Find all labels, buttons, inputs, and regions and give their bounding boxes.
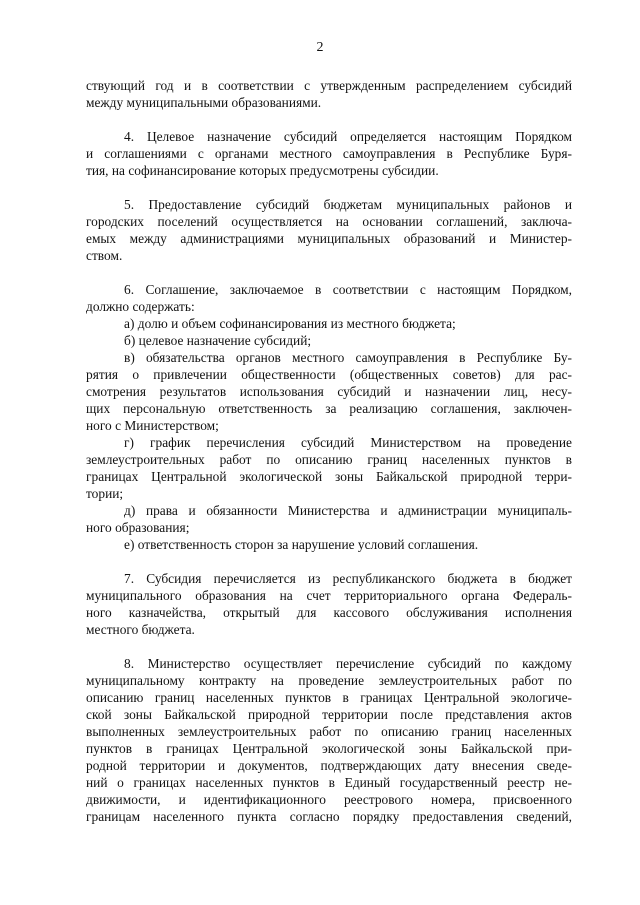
text-line: 4. Целевое назначение субсидий определяется настоящим Порядком (124, 129, 572, 144)
paragraph-continuation (86, 77, 572, 111)
document-body (86, 77, 572, 825)
text-line: тия, на софинансирование которых предусмотрены субсидии. (86, 163, 439, 178)
text-line: 5. Предоставление субсидий бюджетам муниципальных районов и (124, 197, 572, 212)
text-line: между муниципальными образованиями. (86, 95, 322, 110)
text-line: землеустроительных работ по описанию границ населенных пунктов в (86, 452, 572, 467)
paragraph-item-8 (86, 655, 572, 825)
paragraph-subitem-b (86, 332, 572, 349)
text-line: д) права и обязанности Министерства и администрации муниципаль- (124, 503, 572, 518)
text-line: щих персональную ответственность за реализацию соглашения, заключен- (86, 401, 572, 416)
text-line: муниципального образования на счет территориального органа Федераль- (86, 588, 572, 603)
text-line: ствующий год и в соответствии с утвержденным распределением субсидий (86, 78, 572, 93)
text-line: а) долю и объем софинансирования из местного бюджета; (124, 316, 456, 331)
text-line: 6. Соглашение, заключаемое в соответствии с настоящим Порядком, (124, 282, 572, 297)
paragraph-item-6 (86, 281, 572, 315)
paragraph-subitem-v (86, 349, 572, 434)
paragraph-item-4 (86, 128, 572, 179)
text-line: в) обязательства органов местного самоуправления в Республике Бу- (124, 350, 572, 365)
text-line: границам населенного пункта согласно порядку предоставления сведений, (86, 809, 572, 824)
text-line: 8. Министерство осуществляет перечисление субсидий по каждому (124, 656, 572, 671)
text-line: городских поселений осуществляется на основании соглашений, заключа- (86, 214, 572, 229)
text-line: е) ответственность сторон за нарушение условий соглашения. (124, 537, 479, 552)
text-line: емых между администрациями муниципальных образований и Министер- (86, 231, 572, 246)
text-line: ством. (86, 248, 123, 263)
paragraph-subitem-d (86, 502, 572, 536)
text-line: пунктов в границах Центральной экологической зоны Байкальской при- (86, 741, 572, 756)
text-line: и соглашениями с органами местного самоуправления в Республике Буря- (86, 146, 572, 161)
text-line: рятия о привлечении общественности (общественных советов) для рас- (86, 367, 572, 382)
paragraph-subitem-e (86, 536, 572, 553)
text-line: местного бюджета. (86, 622, 195, 637)
page-number: 2 (316, 40, 324, 55)
text-line: родной территории и документов, подтверждающих дату внесения сведе- (86, 758, 572, 773)
text-line: муниципальному контракту на проведение землеустроительных работ по (86, 673, 572, 688)
text-line: тории; (86, 486, 124, 501)
text-line: выполненных землеустроительных работ по описанию границ населенных (86, 724, 572, 739)
paragraph-item-7 (86, 570, 572, 638)
text-line: ний о границах населенных пунктов в Единый государственный реестр не- (86, 775, 572, 790)
text-line: г) график перечисления субсидий Министерством на проведение (124, 435, 572, 450)
paragraph-item-5 (86, 196, 572, 264)
paragraph-subitem-a (86, 315, 572, 332)
text-line: описанию границ населенных пунктов в границах Центральной экологиче- (86, 690, 572, 705)
text-line: смотрения результатов использования субсидий и назначении лиц, несу- (86, 384, 572, 399)
text-line: движимости, и идентификационного реестрового номера, присвоенного (86, 792, 572, 807)
text-line: 7. Субсидия перечисляется из республиканского бюджета в бюджет (124, 571, 572, 586)
text-line: ного казначейства, открытый для кассового обслуживания исполнения (86, 605, 572, 620)
text-line: б) целевое назначение субсидий; (124, 333, 312, 348)
text-line: ного с Министерством; (86, 418, 219, 433)
paragraph-subitem-g (86, 434, 572, 502)
text-line: границах Центральной экологической зоны Байкальской природной терри- (86, 469, 572, 484)
text-line: ской зоны Байкальской природной территории после представления актов (86, 707, 572, 722)
text-line: должно содержать: (86, 299, 195, 314)
text-line: ного образования; (86, 520, 190, 535)
